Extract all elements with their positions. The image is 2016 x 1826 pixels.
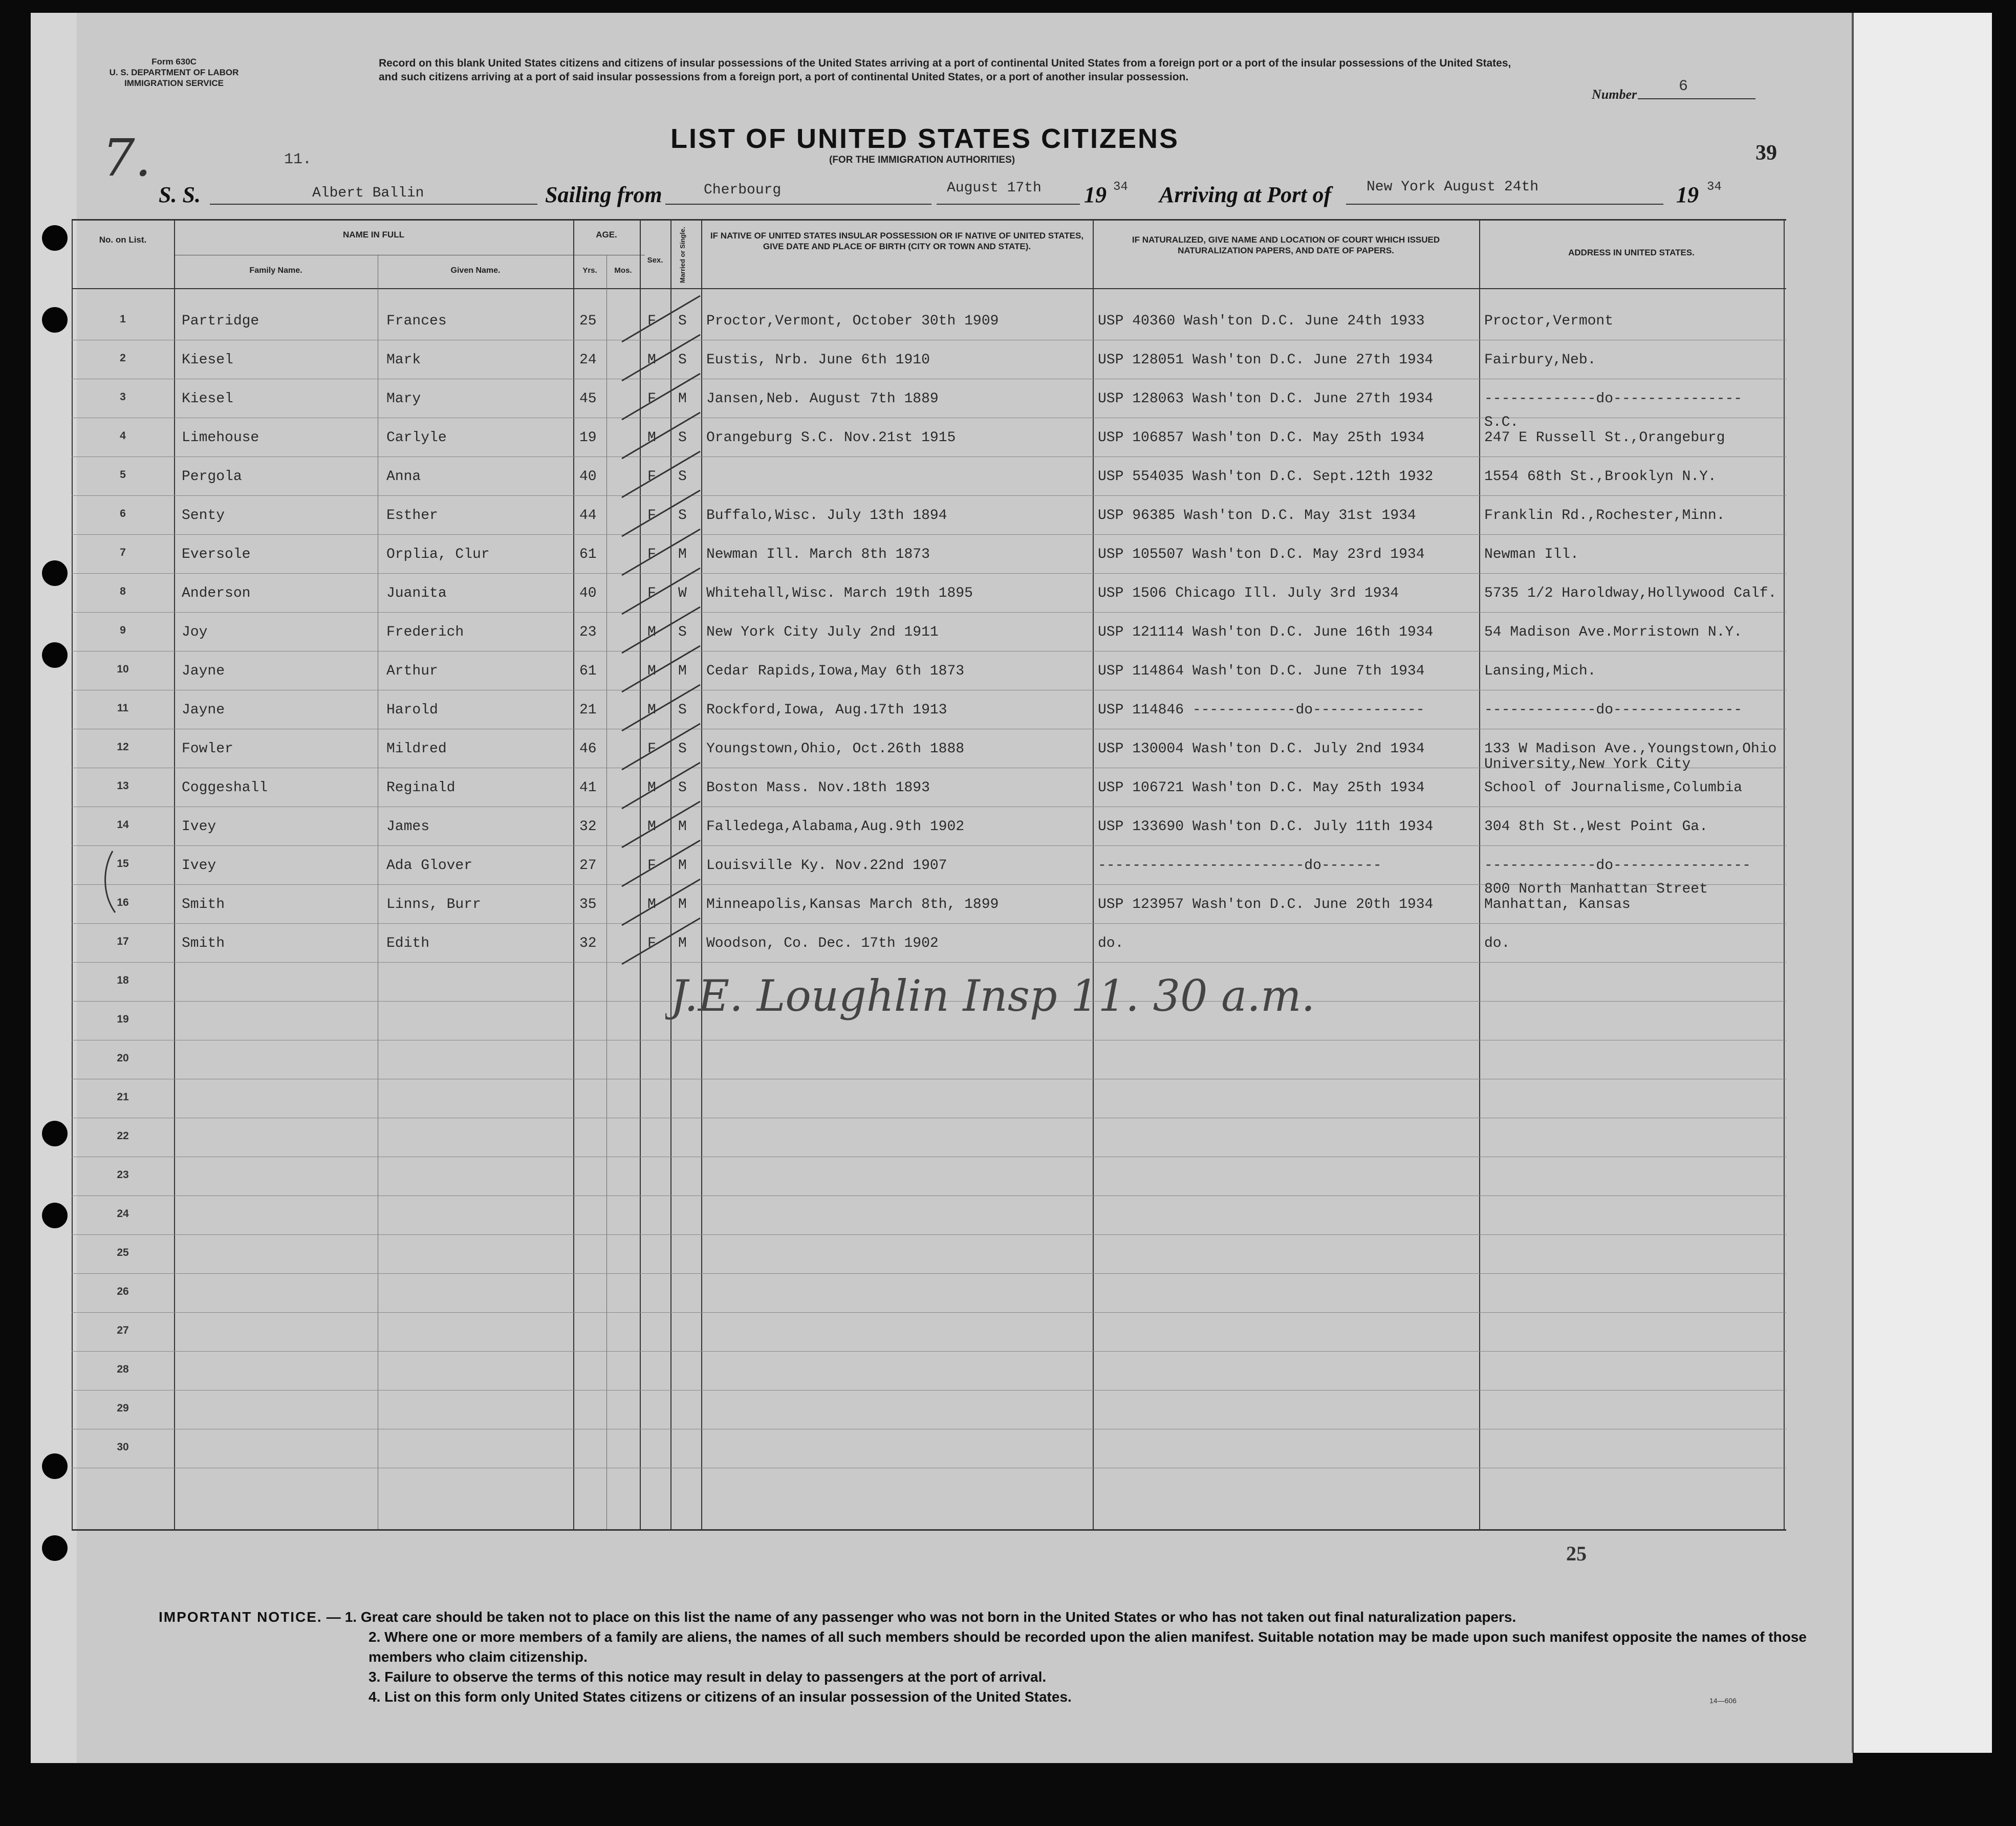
number-label: Number [1592, 87, 1637, 102]
notice-lead: IMPORTANT NOTICE. [159, 1609, 322, 1625]
address-cell: Newman Ill. [1484, 547, 1579, 562]
marital-status-cell: M [678, 547, 687, 562]
birthplace-cell: Orangeburg S.C. Nov.21st 1915 [706, 430, 956, 446]
notice-item-4: 4. List on this form only United States citizens or citizens of an insular possession of the United States. [368, 1689, 1072, 1705]
department-name: U. S. DEPARTMENT OF LABOR [109, 68, 239, 77]
birthplace-cell: New York City July 2nd 1911 [706, 624, 939, 640]
naturalization-cell: USP 106721 Wash'ton D.C. May 25th 1934 [1098, 780, 1425, 796]
header-given-name: Given Name. [450, 266, 501, 275]
notice-item-1: 1. Great care should be taken not to place on this list the name of any passenger who was not born in the United States or who has not taken out final naturalization papers. [344, 1609, 1516, 1625]
address-cell: Manhattan, Kansas [1484, 897, 1631, 912]
inspector-signature [665, 962, 1382, 1034]
number-line [1638, 98, 1755, 99]
address-cell: School of Journalisme,Columbia [1484, 780, 1743, 796]
family-name-cell: Smith [182, 936, 225, 951]
arr-year-prefix: 19 [1676, 182, 1699, 207]
header-no: No. on List. [99, 235, 147, 245]
given-name-cell: Linns, Burr [386, 897, 481, 912]
row-number: 22 [117, 1130, 129, 1142]
header-naturalized: IF NATURALIZED, GIVE NAME AND LOCATION OF COURT WHICH ISSUED NATURALIZATION PAPERS, AND DATE OF PAPERS. [1132, 235, 1440, 255]
binding-hole [42, 560, 68, 586]
sex-cell: F [647, 858, 656, 874]
sail-year-value: 34 [1113, 180, 1128, 194]
row-number: 7 [120, 547, 126, 558]
family-name-cell: Kiesel [182, 352, 233, 368]
check-stroke [622, 296, 700, 342]
row-number: 10 [117, 663, 129, 675]
passenger-table [72, 219, 1802, 1534]
sex-cell: F [647, 936, 656, 951]
marital-status-cell: S [678, 313, 687, 329]
header-yrs: Yrs. [582, 266, 597, 275]
sex-cell: M [647, 780, 656, 796]
handwritten-mark: 7. [102, 128, 151, 188]
header-married: Married or Single. [679, 227, 686, 283]
header-family-name: Family Name. [249, 266, 302, 275]
check-stroke [622, 568, 700, 614]
sex-cell: M [647, 430, 656, 446]
birthplace-cell: Rockford,Iowa, Aug.17th 1913 [706, 702, 947, 718]
address-cell: -------------do--------------- [1484, 391, 1743, 407]
page-subtitle: (FOR THE IMMIGRATION AUTHORITIES) [829, 155, 1015, 165]
check-stroke [622, 451, 700, 497]
header-birth: IF NATIVE OF UNITED STATES INSULAR POSSESSION OR IF NATIVE OF UNITED STATES, GIVE DATE AND PLACE OF BIRTH (CITY OR TOWN AND STATE). [710, 231, 1084, 251]
check-stroke [622, 685, 700, 731]
age-years-cell: 45 [579, 391, 597, 407]
row-number: 1 [120, 313, 126, 325]
address-cell: -------------do--------------- [1484, 702, 1743, 718]
marital-status-cell: M [678, 819, 687, 835]
printer-code: 14—606 [1709, 1697, 1737, 1705]
row-number: 14 [117, 819, 129, 831]
check-stroke [622, 412, 700, 459]
arriving-label: Arriving at Port of [1159, 182, 1332, 207]
birthplace-cell: Buffalo,Wisc. July 13th 1894 [706, 508, 947, 524]
family-name-cell: Smith [182, 897, 225, 912]
sailing-label: Sailing from [545, 182, 662, 207]
row-number: 21 [117, 1091, 129, 1103]
naturalization-cell: USP 106857 Wash'ton D.C. May 25th 1934 [1098, 430, 1425, 446]
family-name-cell: Eversole [182, 547, 251, 562]
check-stroke [622, 646, 700, 692]
header-address: ADDRESS IN UNITED STATES. [1568, 248, 1695, 257]
given-name-cell: Esther [386, 508, 438, 524]
sex-cell: F [647, 585, 656, 601]
given-name-cell: Reginald [386, 780, 456, 796]
binding-hole [42, 1203, 68, 1228]
header-name-in-full: NAME IN FULL [343, 230, 404, 240]
ss-label: S. S. [159, 182, 201, 207]
naturalization-cell: USP 554035 Wash'ton D.C. Sept.12th 1932 [1098, 469, 1434, 485]
given-name-cell: Frances [386, 313, 447, 329]
row-number: 13 [117, 780, 129, 792]
marital-status-cell: S [678, 702, 687, 718]
row-number: 8 [120, 585, 126, 597]
given-name-cell: Arthur [386, 663, 438, 679]
check-stroke [622, 335, 700, 381]
age-years-cell: 27 [579, 858, 597, 874]
sail-date-value: August 17th [947, 180, 1042, 196]
given-name-cell: James [386, 819, 430, 835]
age-years-cell: 32 [579, 819, 597, 835]
check-stroke [622, 529, 700, 575]
row-number: 18 [117, 974, 129, 986]
check-stroke [622, 763, 700, 809]
binding-hole [42, 1121, 68, 1146]
binding-hole [42, 1535, 68, 1561]
row-number: 5 [120, 469, 126, 481]
header-age: AGE. [596, 230, 617, 240]
header-mos: Mos. [614, 266, 632, 275]
naturalization-cell: USP 105507 Wash'ton D.C. May 23rd 1934 [1098, 547, 1425, 562]
sex-cell: M [647, 352, 656, 368]
given-name-cell: Orplia, Clur [386, 547, 490, 562]
address-cell: 1554 68th St.,Brooklyn N.Y. [1484, 469, 1717, 485]
naturalization-cell: USP 130004 Wash'ton D.C. July 2nd 1934 [1098, 741, 1425, 757]
form-number: Form 630C [151, 57, 197, 67]
given-name-cell: Anna [386, 469, 421, 485]
year-prefix: 19 [1084, 182, 1107, 207]
family-name-cell: Limehouse [182, 430, 259, 446]
naturalization-cell: USP 133690 Wash'ton D.C. July 11th 1934 [1098, 819, 1434, 835]
address-cell: 247 E Russell St.,Orangeburg [1484, 430, 1725, 446]
sex-cell: M [647, 624, 656, 640]
address-line-above: 800 North Manhattan Street [1484, 881, 1708, 897]
given-name-cell: Mildred [386, 741, 447, 757]
given-name-cell: Harold [386, 702, 438, 718]
intro-text: Record on this blank United States citizens and citizens of insular possessions of the United States arriving at a port of continental United States from a foreign port or a port of the insular possessions of the United States, and such citizens arriving at a port of said insular possessions from a foreign port, a port of continental United States, or a port of another insular possession. [379, 57, 1511, 83]
marital-status-cell: S [678, 508, 687, 524]
age-years-cell: 40 [579, 585, 597, 601]
birthplace-cell: Minneapolis,Kansas March 8th, 1899 [706, 897, 999, 912]
binding-hole [42, 642, 68, 668]
family-name-cell: Kiesel [182, 391, 233, 407]
naturalization-cell: USP 121114 Wash'ton D.C. June 16th 1934 [1098, 624, 1434, 640]
age-years-cell: 44 [579, 508, 597, 524]
footer-page-number: 25 [1566, 1542, 1587, 1565]
naturalization-cell: ------------------------do------- [1098, 858, 1382, 874]
header-sex: Sex. [647, 256, 663, 265]
form-identifier [102, 56, 246, 89]
marital-status-cell: M [678, 663, 687, 679]
family-name-cell: Partridge [182, 313, 259, 329]
birthplace-cell: Proctor,Vermont, October 30th 1909 [706, 313, 999, 329]
family-name-cell: Pergola [182, 469, 242, 485]
sex-cell: F [647, 313, 656, 329]
address-cell: Proctor,Vermont [1484, 313, 1614, 329]
marital-status-cell: S [678, 469, 687, 485]
date-underline [937, 204, 1080, 205]
check-stroke [622, 801, 700, 847]
naturalization-cell: USP 128051 Wash'ton D.C. June 27th 1934 [1098, 352, 1434, 368]
ship-name: Albert Ballin [312, 185, 424, 201]
marital-status-cell: M [678, 936, 687, 951]
check-stroke [622, 490, 700, 536]
birthplace-cell: Falledega,Alabama,Aug.9th 1902 [706, 819, 965, 835]
marital-status-cell: W [678, 585, 687, 601]
age-years-cell: 32 [579, 936, 597, 951]
row-number: 16 [117, 897, 129, 908]
birthplace-cell: Youngstown,Ohio, Oct.26th 1888 [706, 741, 965, 757]
sex-cell: F [647, 741, 656, 757]
family-name-cell: Coggeshall [182, 780, 268, 796]
binding-hole [42, 307, 68, 333]
arriving-port-value: New York August 24th [1367, 179, 1539, 195]
age-years-cell: 23 [579, 624, 597, 640]
birthplace-cell: Newman Ill. March 8th 1873 [706, 547, 930, 562]
arrival-year-value: 34 [1707, 180, 1722, 194]
row-number: 26 [117, 1286, 129, 1297]
notice-item-3: 3. Failure to observe the terms of this notice may result in delay to passengers at the port of arrival. [368, 1669, 1047, 1685]
birthplace-cell: Louisville Ky. Nov.22nd 1907 [706, 858, 947, 874]
check-stroke [622, 879, 700, 925]
signature-text: J.E. Loughlin Insp 11. 30 a.m. [670, 971, 1315, 1021]
naturalization-cell: USP 1506 Chicago Ill. July 3rd 1934 [1098, 585, 1399, 601]
sex-cell: F [647, 469, 656, 485]
row-number: 20 [117, 1052, 129, 1064]
age-years-cell: 21 [579, 702, 597, 718]
handwritten-checkmarks [72, 219, 1786, 1529]
row-number: 19 [117, 1013, 129, 1025]
binding-hole [42, 1453, 68, 1479]
marital-status-cell: S [678, 741, 687, 757]
sex-cell: F [647, 508, 656, 524]
given-name-cell: Carlyle [386, 430, 447, 446]
family-name-cell: Ivey [182, 858, 216, 874]
address-cell: 54 Madison Ave.Morristown N.Y. [1484, 624, 1743, 640]
naturalization-cell: USP 123957 Wash'ton D.C. June 20th 1934 [1098, 897, 1434, 912]
given-name-cell: Mary [386, 391, 421, 407]
age-years-cell: 19 [579, 430, 597, 446]
row-number: 2 [120, 352, 126, 364]
row-number: 30 [117, 1441, 129, 1453]
check-stroke [622, 374, 700, 420]
address-cell: Fairbury,Neb. [1484, 352, 1596, 368]
age-years-cell: 24 [579, 352, 597, 368]
page-title: LIST OF UNITED STATES CITIZENS [670, 123, 1179, 154]
address-cell: 304 8th St.,West Point Ga. [1484, 819, 1708, 835]
birthplace-cell: Boston Mass. Nov.18th 1893 [706, 780, 930, 796]
sailing-underline [665, 204, 931, 205]
naturalization-cell: USP 128063 Wash'ton D.C. June 27th 1934 [1098, 391, 1434, 407]
age-years-cell: 40 [579, 469, 597, 485]
row-number: 6 [120, 508, 126, 519]
row-number: 28 [117, 1363, 129, 1375]
family-name-cell: Jayne [182, 702, 225, 718]
naturalization-cell: USP 114864 Wash'ton D.C. June 7th 1934 [1098, 663, 1425, 679]
birthplace-cell: Whitehall,Wisc. March 19th 1895 [706, 585, 973, 601]
sex-cell: M [647, 702, 656, 718]
family-name-cell: Anderson [182, 585, 251, 601]
check-stroke [622, 918, 700, 964]
birthplace-cell: Woodson, Co. Dec. 17th 1902 [706, 936, 939, 951]
age-years-cell: 61 [579, 547, 597, 562]
row-number: 27 [117, 1324, 129, 1336]
row-number: 12 [117, 741, 129, 753]
birthplace-cell: Jansen,Neb. August 7th 1889 [706, 391, 939, 407]
row-number: 4 [120, 430, 126, 442]
ss-underline [210, 204, 537, 205]
birthplace-cell: Cedar Rapids,Iowa,May 6th 1873 [706, 663, 965, 679]
arriving-underline [1346, 204, 1663, 205]
age-years-cell: 35 [579, 897, 597, 912]
address-cell: 5735 1/2 Haroldway,Hollywood Calf. [1484, 585, 1777, 601]
binding-hole [42, 225, 68, 251]
sailing-from-value: Cherbourg [704, 182, 782, 198]
given-name-cell: Juanita [386, 585, 447, 601]
row-number: 9 [120, 624, 126, 636]
marital-status-cell: S [678, 430, 687, 446]
naturalization-cell: USP 40360 Wash'ton D.C. June 24th 1933 [1098, 313, 1425, 329]
family-name-cell: Jayne [182, 663, 225, 679]
family-name-cell: Senty [182, 508, 225, 524]
given-name-cell: Ada Glover [386, 858, 473, 874]
sex-cell: F [647, 391, 656, 407]
row-number: 29 [117, 1402, 129, 1414]
check-stroke [622, 840, 700, 886]
marital-status-cell: M [678, 897, 687, 912]
naturalization-cell: do. [1098, 936, 1124, 951]
address-line-below: University,New York City [1484, 756, 1691, 772]
sex-cell: M [647, 897, 656, 912]
notice-item-2: 2. Where one or more members of a family are aliens, the names of all such members should be recorded upon the alien manifest. Suitable notation may be made upon such manifest opposite the names of those members who claim citizenship. [368, 1629, 1807, 1665]
address-line-above: S.C. [1484, 415, 1519, 430]
table-bottom-border [72, 1529, 1786, 1531]
given-name-cell: Mark [386, 352, 421, 368]
family-name-cell: Ivey [182, 819, 216, 835]
marital-status-cell: S [678, 352, 687, 368]
address-cell: Franklin Rd.,Rochester,Minn. [1484, 508, 1725, 524]
address-cell: Lansing,Mich. [1484, 663, 1596, 679]
row-number: 3 [120, 391, 126, 403]
notice-line-1: IMPORTANT NOTICE. — 1. Great care should be taken not to place on this list the name of any passenger who was not born in the United States or who has not taken out final naturalization papers. [159, 1607, 1822, 1627]
address-cell: do. [1484, 936, 1510, 951]
marital-status-cell: S [678, 780, 687, 796]
marital-status-cell: S [678, 624, 687, 640]
sex-cell: M [647, 819, 656, 835]
marital-status-cell: M [678, 858, 687, 874]
sex-cell: F [647, 547, 656, 562]
naturalization-cell: USP 96385 Wash'ton D.C. May 31st 1934 [1098, 508, 1416, 524]
age-years-cell: 25 [579, 313, 597, 329]
family-name-cell: Joy [182, 624, 208, 640]
important-notice [159, 1607, 1822, 1707]
check-stroke [622, 724, 700, 770]
row-number: 23 [117, 1169, 129, 1181]
address-cell: -------------do---------------- [1484, 858, 1751, 874]
given-name-cell: Edith [386, 936, 430, 951]
check-stroke [622, 607, 700, 653]
row-number: 25 [117, 1247, 129, 1258]
sex-cell: M [647, 663, 656, 679]
given-name-cell: Frederich [386, 624, 464, 640]
number-value: 6 [1679, 78, 1688, 95]
address-cell: 133 W Madison Ave.,Youngstown,Ohio [1484, 741, 1777, 757]
row-number: 24 [117, 1208, 129, 1220]
naturalization-cell: USP 114846 ------------do------------- [1098, 702, 1425, 718]
age-years-cell: 61 [579, 663, 597, 679]
list-number: 11. [284, 151, 312, 168]
row-number: 17 [117, 936, 129, 947]
handwritten-bracket [105, 851, 115, 912]
age-years-cell: 46 [579, 741, 597, 757]
marital-status-cell: M [678, 391, 687, 407]
right-margin-strip [1852, 13, 1992, 1753]
row-number: 11 [117, 702, 129, 714]
left-margin [31, 13, 77, 1763]
page-number: 39 [1755, 141, 1777, 165]
service-name: IMMIGRATION SERVICE [124, 78, 224, 88]
age-years-cell: 41 [579, 780, 597, 796]
row-number: 15 [117, 858, 129, 869]
birthplace-cell: Eustis, Nrb. June 6th 1910 [706, 352, 930, 368]
family-name-cell: Fowler [182, 741, 233, 757]
